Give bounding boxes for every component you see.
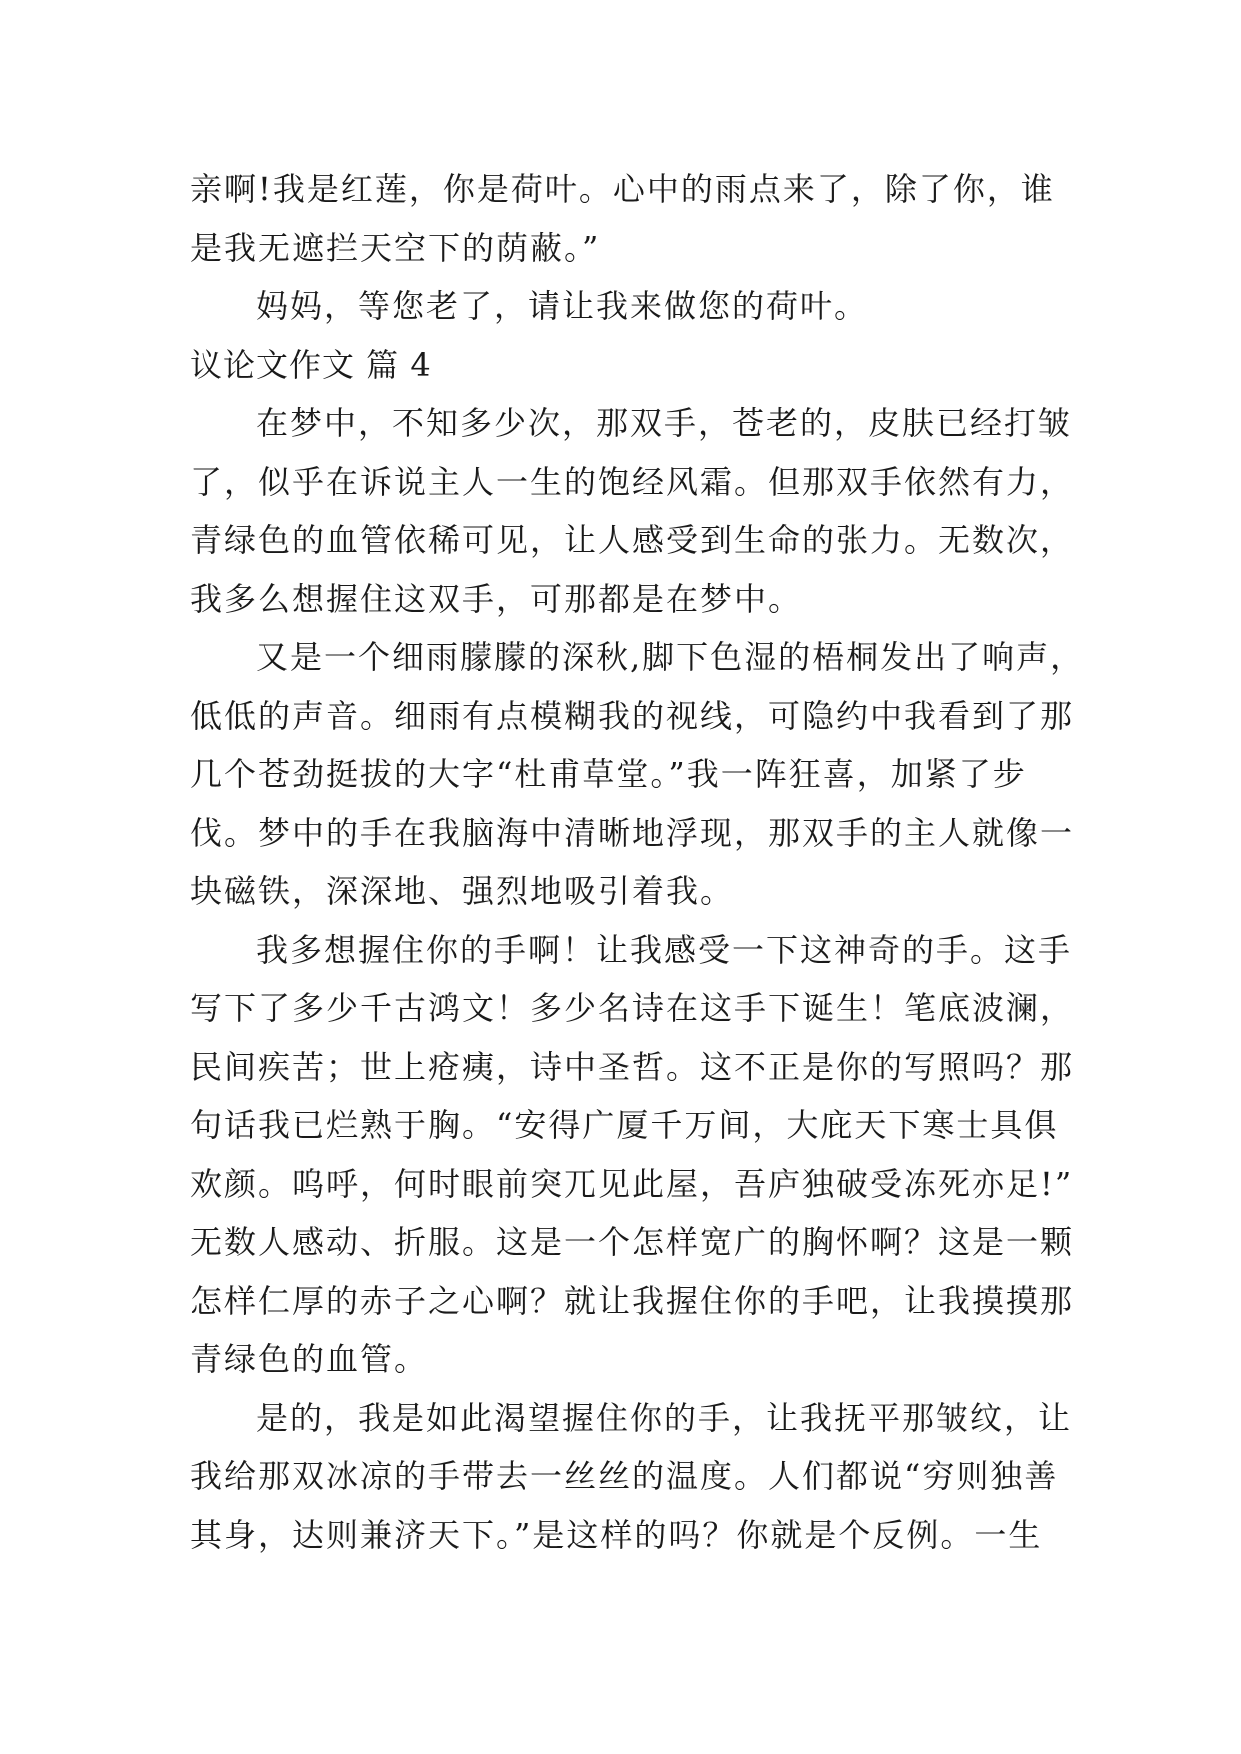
paragraph — [190, 394, 1075, 628]
text-line: 又是一个细雨朦朦的深秋,脚下色湿的梧桐发出了响声， — [256, 638, 1085, 676]
text-line: 我多么想握住这双手，可那都是在梦中。 — [190, 579, 803, 618]
text-line: 亲啊!我是红莲，你是荷叶。心中的雨点来了，除了你，谁 — [190, 170, 1055, 208]
text-line: 我给那双冰凉的手带去一丝丝的温度。人们都说“穷则独善 — [190, 1457, 1059, 1495]
text-line: 其身，达则兼济天下。”是这样的吗？你就是个反例。一生 — [190, 1515, 1043, 1554]
text-line: 几个苍劲挺拔的大字“杜甫草堂。”我一阵狂喜，加紧了步 — [190, 755, 1027, 793]
text-line: 是的，我是如此渴望握住你的手，让我抚平那皱纹，让 — [256, 1398, 1073, 1437]
text-line: 写下了多少千古鸿文！多少名诗在这手下诞生！笔底波澜， — [190, 989, 1075, 1027]
paragraph — [190, 160, 1055, 277]
text-line: 民间疾苦；世上疮痍，诗中圣哲。这不正是你的写照吗？那 — [190, 1047, 1075, 1086]
text-line: 我多想握住你的手啊！让我感受一下这神奇的手。这手 — [256, 930, 1073, 969]
text-line: 伐。梦中的手在我脑海中清晰地浮现，那双手的主人就像一 — [190, 813, 1075, 852]
section-heading — [190, 336, 1050, 395]
text-line: 青绿色的血管依稀可见，让人感受到生命的张力。无数次， — [190, 521, 1075, 559]
text-line: 欢颜。呜呼，何时眼前突兀见此屋，吾庐独破受冻死亦足!” — [190, 1164, 1074, 1203]
text-line: 青绿色的血管。 — [190, 1340, 429, 1378]
text-line: 妈妈，等您老了，请让我来做您的荷叶。 — [256, 287, 869, 325]
heading-text: 议论文作文 篇 4 — [190, 345, 432, 384]
text-line: 了，似乎在诉说主人一生的饱经风霜。但那双手依然有力， — [190, 462, 1075, 501]
paragraph — [190, 921, 1075, 1389]
text-line: 无数人感动、折服。这是一个怎样宽广的胸怀啊？这是一颗 — [190, 1223, 1075, 1261]
text-line: 句话我已烂熟于胸。“安得广厦千万间，大庇天下寒士具俱 — [190, 1106, 1059, 1144]
text-line: 怎样仁厚的赤子之心啊？就让我握住你的手吧，让我摸摸那 — [190, 1281, 1075, 1320]
text-line: 块磁铁，深深地、强烈地吸引着我。 — [190, 872, 735, 910]
text-line: 是我无遮拦天空下的荫蔽。” — [190, 228, 601, 267]
document-body — [190, 160, 1085, 1564]
text-line: 在梦中，不知多少次，那双手，苍老的，皮肤已经打皱 — [256, 404, 1073, 442]
paragraph — [190, 277, 1050, 336]
paragraph — [190, 628, 1085, 921]
paragraph — [190, 1389, 1073, 1565]
text-line: 低低的声音。细雨有点模糊我的视线，可隐约中我看到了那 — [190, 696, 1075, 735]
